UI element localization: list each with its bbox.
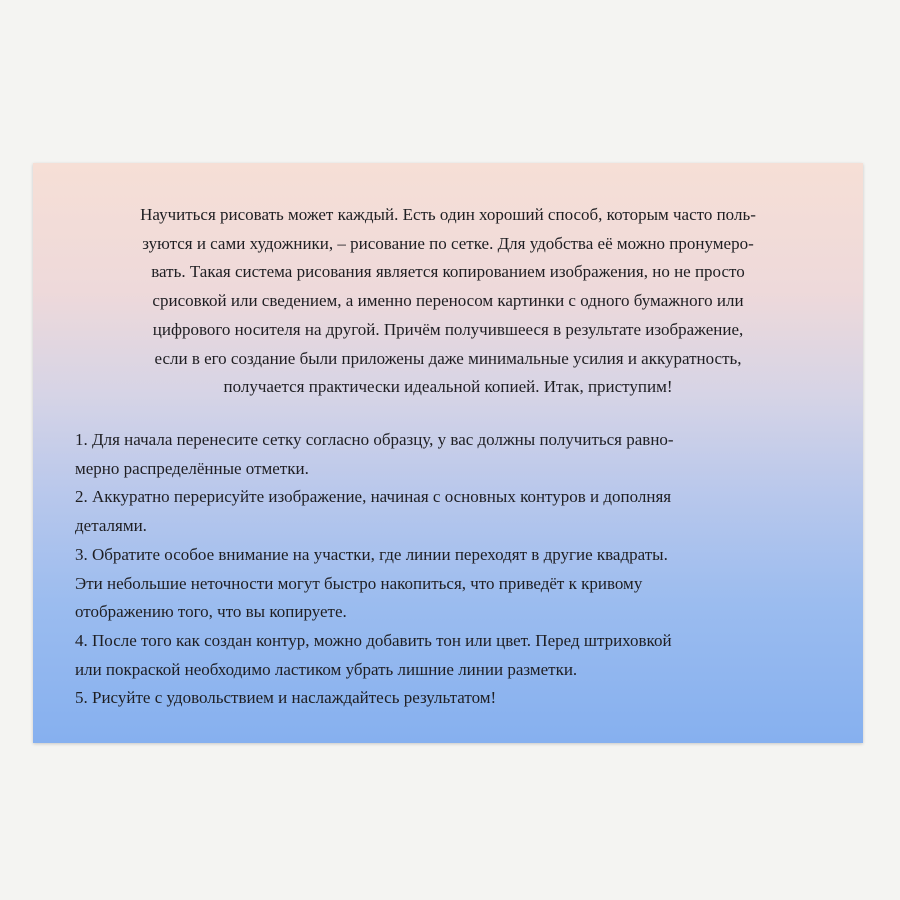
- step-item: 2. Аккуратно перерисуйте изображение, начиная с основных контуров и дополняя деталями.: [75, 487, 672, 536]
- step-item: 5. Рисуйте с удовольствием и наслаждайтесь результатом!: [75, 688, 497, 708]
- step-item: 4. После того как создан контур, можно добавить тон или цвет. Перед штриховкой или покраской необходимо ластиком убрать лишние линии разметки.: [75, 630, 672, 679]
- step-item: 1. Для начала перенесите сетку согласно образцу, у вас должны получиться равно- мерно распределённые отметки.: [75, 430, 674, 478]
- steps-list: [75, 426, 850, 713]
- step-item: 3. Обратите особое внимание на участки, где линии переходят в другие квадраты. Эти небольшие неточности могут быстро накопиться, что приведёт к кривому отображению того, что вы копируете.: [75, 544, 668, 622]
- instruction-card: [33, 163, 863, 743]
- intro-paragraph: Научиться рисовать может каждый. Есть один хороший способ, которым часто поль- зуются и сами художники, – рисование по сетке. Для удобства её можно пронумеро- вать. Такая система рисования является копированием изображения, но не просто срисовкой или сведением, а именно переносом картинки с одного бумажного или цифрового носителя на другой. Причём получившееся в результате изображение, если в его создание были приложены даже минимальные усилия и аккуратность, получается практически идеальной копией. Итак, приступим!: [140, 205, 756, 397]
